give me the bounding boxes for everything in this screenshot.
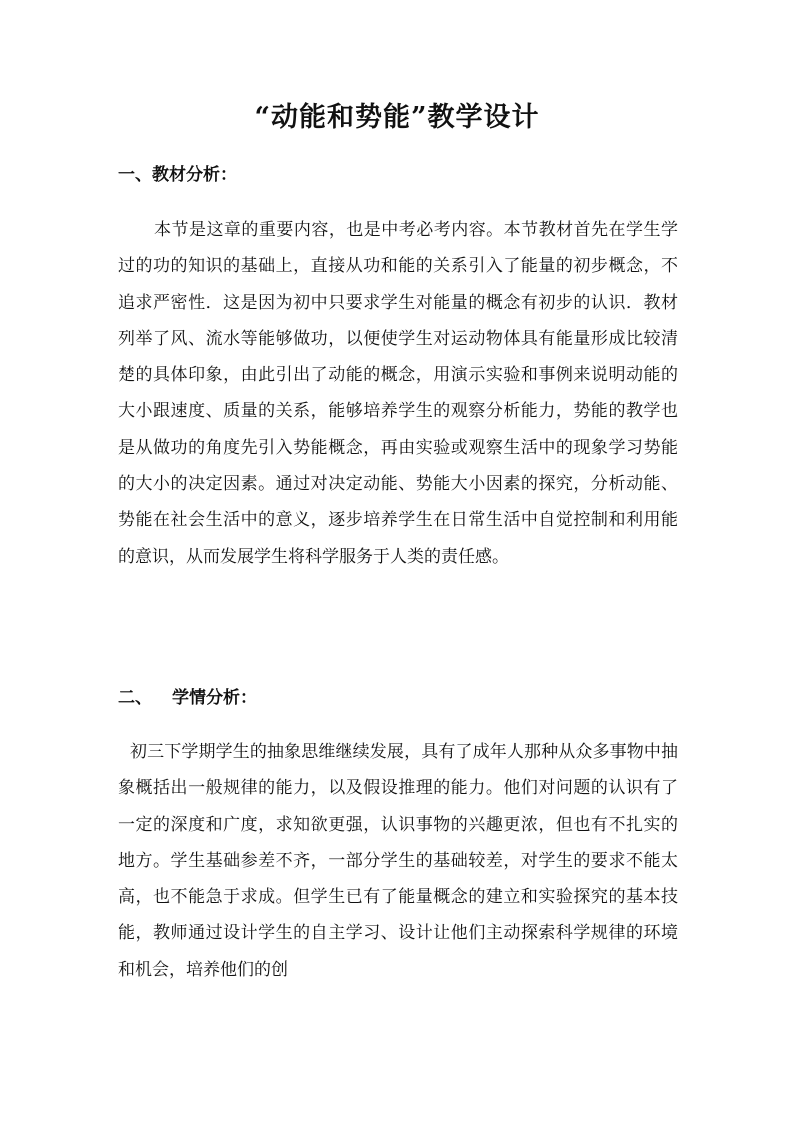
section-heading-student-analysis — [118, 686, 257, 710]
paragraph-student-analysis: 初三下学期学生的抽象思维继续发展，具有了成年人那种从众多事物中抽象概括出一般规律的能力，以及假设推理的能力。他们对问题的认识有了一定的深度和广度，求知欲更强，认识事物的兴趣更浓，但也有不扎实的地方。学生基础参差不齐，一部分学生的基础较差，对学生的要求不能太高，也不能急于求成。但学生已有了能量概念的建立和实验探究的基本技能，教师通过设计学生的自主学习、设计让他们主动探索科学规律的环境和机会，培养他们的创 — [118, 742, 678, 980]
section-title: 教材分析： — [152, 165, 237, 185]
paragraph-textbook-analysis: 本节是这章的重要内容，也是中考必考内容。本节教材首先在学生学过的功的知识的基础上，直接从功和能的关系引入了能量的初步概念，不追求严密性．这是因为初中只要求学生对能量的概念有初步的认识．教材列举了风、流水等能够做功，以便使学生对运动物体具有能量形成比较清楚的具体印象，由此引出了动能的概念，用演示实验和事例来说明动能的大小跟速度、质量的关系，能够培养学生的观察分析能力，势能的教学也是从做功的角度先引入势能概念，再由实验或观察生活中的现象学习势能的大小的决定因素。通过对决定动能、势能大小因素的探究，分析动能、势能在社会生活中的意义，逐步培养学生在日常生活中自觉控制和利用能的意识，从而发展学生将科学服务于人类的责任感。 — [118, 220, 678, 567]
document-title: “动能和势能”教学设计 — [254, 102, 540, 133]
section-title: 学情分析： — [172, 688, 257, 708]
section-heading-textbook-analysis — [118, 163, 237, 187]
section-number: 一、 — [118, 165, 152, 185]
section-number: 二、 — [118, 688, 152, 708]
